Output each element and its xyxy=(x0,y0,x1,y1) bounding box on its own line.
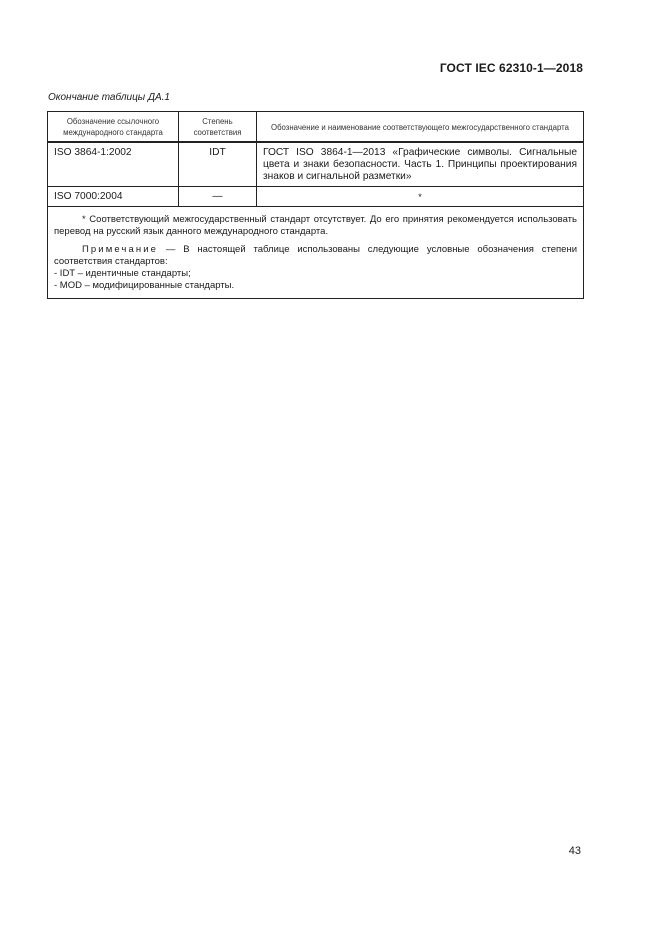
column-header-national-standard: Обозначение и наименование соответствующего межгосударственного стандарта xyxy=(257,112,584,143)
document-code: ГОСТ IEC 62310-1—2018 xyxy=(439,61,583,75)
note-label: Примечание xyxy=(82,244,158,255)
table-caption: Окончание таблицы ДА.1 xyxy=(48,92,170,103)
note-item: - MOD – модифицированные стандарты. xyxy=(54,280,235,291)
correspondence-table xyxy=(47,111,584,299)
table-row xyxy=(48,187,584,207)
note-text: — В настоящей таблице использованы следующие условные обозначения степени соответствия стандартов: xyxy=(54,244,578,267)
note xyxy=(54,244,577,268)
table-notes xyxy=(48,207,584,299)
note-item: - IDT – идентичные стандарты; xyxy=(54,268,191,279)
cell-degree: IDT xyxy=(179,142,257,187)
column-header-intl-standard: Обозначение ссылочного международного стандарта xyxy=(48,112,179,143)
footnote: * Соответствующий межгосударственный стандарт отсутствует. До его принятия рекомендуется использовать перевод на русский язык данного международного стандарта. xyxy=(54,214,577,237)
cell-intl-standard: ISO 3864-1:2002 xyxy=(48,142,179,187)
page-number: 43 xyxy=(568,845,581,857)
cell-national-standard: ГОСТ ISO 3864-1—2013 «Графические символы. Сигнальные цвета и знаки безопасности. Часть 1. Принципы проектирования знаков и сигнальной разметки» xyxy=(257,142,584,187)
table-header-row xyxy=(48,112,584,143)
column-header-degree: Степень соответствия xyxy=(179,112,257,143)
cell-intl-standard: ISO 7000:2004 xyxy=(48,187,179,207)
table-notes-row xyxy=(48,207,584,299)
cell-degree: — xyxy=(179,187,257,207)
table-row xyxy=(48,142,584,187)
cell-national-standard: * xyxy=(257,187,584,207)
